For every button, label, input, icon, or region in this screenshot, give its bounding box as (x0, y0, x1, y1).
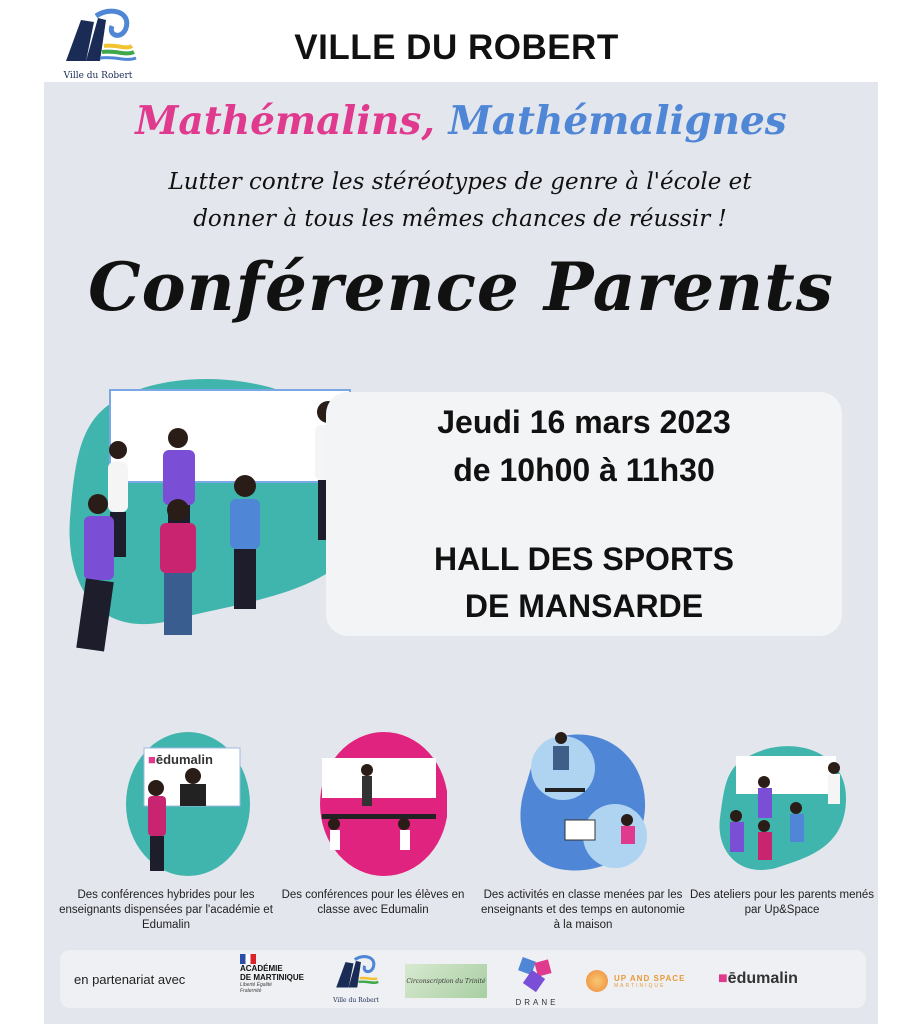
feature-caption-parents: Des ateliers pour les parents menés par Up&Space (689, 889, 875, 916)
tagline (44, 98, 878, 144)
circonscription-label: Circonscription du Trinité (406, 977, 486, 985)
drane-label: DRANE (515, 998, 559, 1007)
academie-motto: Liberté Égalité Fraternité (240, 982, 272, 994)
subtitle-line1: Lutter contre les stéréotypes de genre à l'école et (168, 169, 752, 195)
circonscription-logo (405, 964, 487, 998)
feature-illustration-activities (515, 728, 650, 878)
edumalin-icon: ■ (718, 970, 728, 987)
drane-logo (512, 955, 562, 1005)
academie-logo (240, 954, 330, 994)
feature-illustration-hybrid (118, 728, 253, 878)
logo-caption: Ville du Robert (63, 71, 133, 81)
page-title: VILLE DU ROBERT (294, 28, 619, 67)
upandspace-icon (586, 970, 608, 992)
feature-illustration-classroom (312, 728, 447, 878)
upandspace-logo (586, 966, 706, 996)
event-venue-line1: HALL DES SPORTS (434, 541, 734, 577)
feature-illustration-parents (716, 738, 851, 883)
tagline-part1: Mathémalins, (135, 98, 435, 144)
academie-line1: ACADÉMIE (240, 964, 283, 973)
upandspace-sub: MARTINIQUE (614, 982, 666, 989)
robert-logo-small (330, 952, 382, 1006)
flag-icon (240, 954, 256, 964)
upandspace-label: UP AND SPACE (614, 973, 686, 983)
event-venue-line2: DE MANSARDE (464, 588, 704, 624)
event-date: Jeudi 16 mars 2023 (437, 404, 731, 440)
feature-caption-activities: Des activités en classe menées par les enseignants et des temps en autonomie à la maison (481, 889, 685, 931)
academie-line2: DE MARTINIQUE (240, 973, 304, 982)
edumalin-badge: ■ēdumalin (148, 752, 213, 767)
event-title: Conférence Parents (88, 248, 834, 326)
feature-caption-classroom: Des conférences pour les élèves en classe avec Edumalin (281, 889, 465, 916)
subtitle-line2: donner à tous les mêmes chances de réussir ! (193, 206, 727, 232)
partners-label: en partenariat avec (74, 972, 186, 987)
robert-caption: Ville du Robert (333, 997, 379, 1004)
event-time: de 10h00 à 11h30 (453, 452, 715, 488)
tagline-part2: Mathémalignes (448, 98, 787, 144)
feature-caption-hybrid: Des conférences hybrides pour les enseignants dispensées par l'académie et Edumalin (59, 889, 273, 931)
edumalin-logo: ■ēdumalin (718, 970, 798, 987)
